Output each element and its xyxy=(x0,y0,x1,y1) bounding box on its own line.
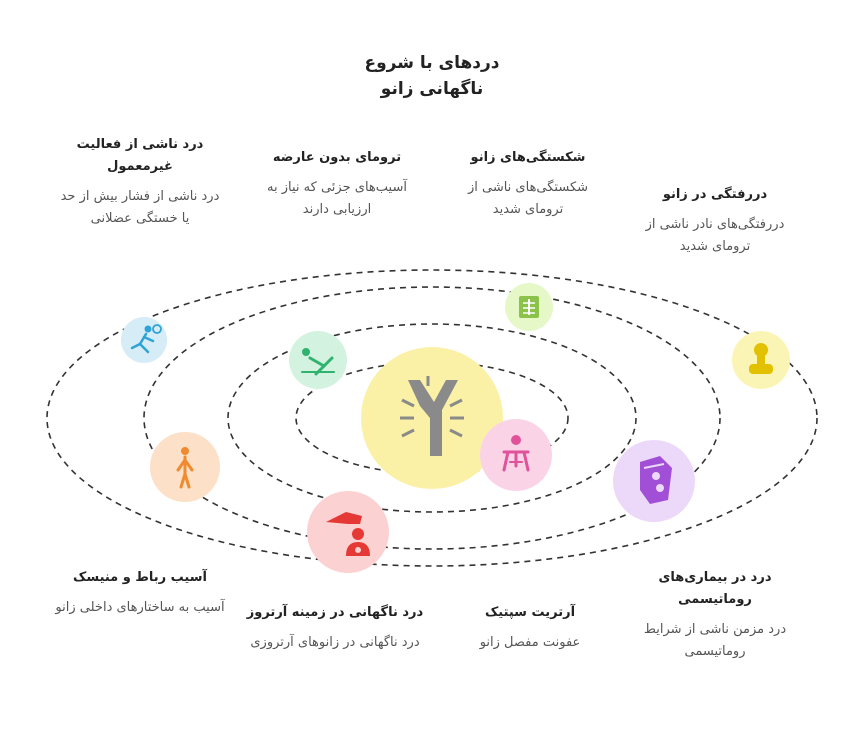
heading-septic: آرتریت سپتیک xyxy=(484,605,576,620)
desc-septic: عفونت مفصل زانو xyxy=(479,635,581,650)
label-unusual-activity xyxy=(55,134,225,230)
node-osteoarthritis xyxy=(307,491,389,573)
heading-fractures: شکستگی‌های زانو xyxy=(470,150,586,165)
desc-fractures: شکستگی‌های ناشی از ترومای شدید xyxy=(467,180,589,217)
title-line-2: ناگهانی زانو xyxy=(380,79,484,99)
desc-dislocation: دررفتگی‌های نادر ناشی از ترومای شدید xyxy=(645,217,785,254)
center-node xyxy=(361,347,503,489)
node-rheumatic xyxy=(613,440,695,522)
label-fractures xyxy=(448,147,608,221)
heading-ligament: آسیب رباط و منیسک xyxy=(73,570,207,585)
heading-rheumatic: درد در بیماری‌های روماتیسمی xyxy=(658,570,772,607)
title-line-1: دردهای با شروع xyxy=(364,53,500,73)
label-minor-trauma xyxy=(247,147,427,221)
node-septic xyxy=(480,419,552,491)
xray-icon xyxy=(519,296,539,318)
node-fractures xyxy=(505,283,553,331)
label-septic xyxy=(455,602,605,654)
desc-rheumatic: درد مزمن ناشی از شرایط روماتیسمی xyxy=(643,622,787,659)
node-minor-trauma xyxy=(289,331,347,389)
heading-osteoarthritis: درد ناگهانی در زمینه آرتروز xyxy=(246,605,424,620)
heading-unusual-activity: درد ناشی از فعالیت غیرمعمول xyxy=(76,137,204,174)
desc-unusual-activity: درد ناشی از فشار بیش از حد یا خستگی عضلانی xyxy=(60,189,220,226)
diagram-title xyxy=(282,50,582,102)
node-ligament xyxy=(150,432,220,502)
heading-dislocation: دررفتگی در زانو xyxy=(662,187,768,202)
label-ligament xyxy=(55,567,225,619)
label-rheumatic xyxy=(630,567,800,663)
desc-minor-trauma: آسیب‌های جزئی که نیاز به ارزیابی دارند xyxy=(267,180,407,217)
heading-minor-trauma: ترومای بدون عارضه xyxy=(272,150,402,165)
desc-ligament: آسیب به ساختارهای داخلی زانو xyxy=(55,600,225,615)
desc-osteoarthritis: درد ناگهانی در زانوهای آرتروزی xyxy=(250,635,420,650)
node-unusual-activity xyxy=(121,317,167,363)
label-osteoarthritis xyxy=(230,602,440,654)
node-dislocation xyxy=(732,331,790,389)
label-dislocation xyxy=(630,184,800,258)
